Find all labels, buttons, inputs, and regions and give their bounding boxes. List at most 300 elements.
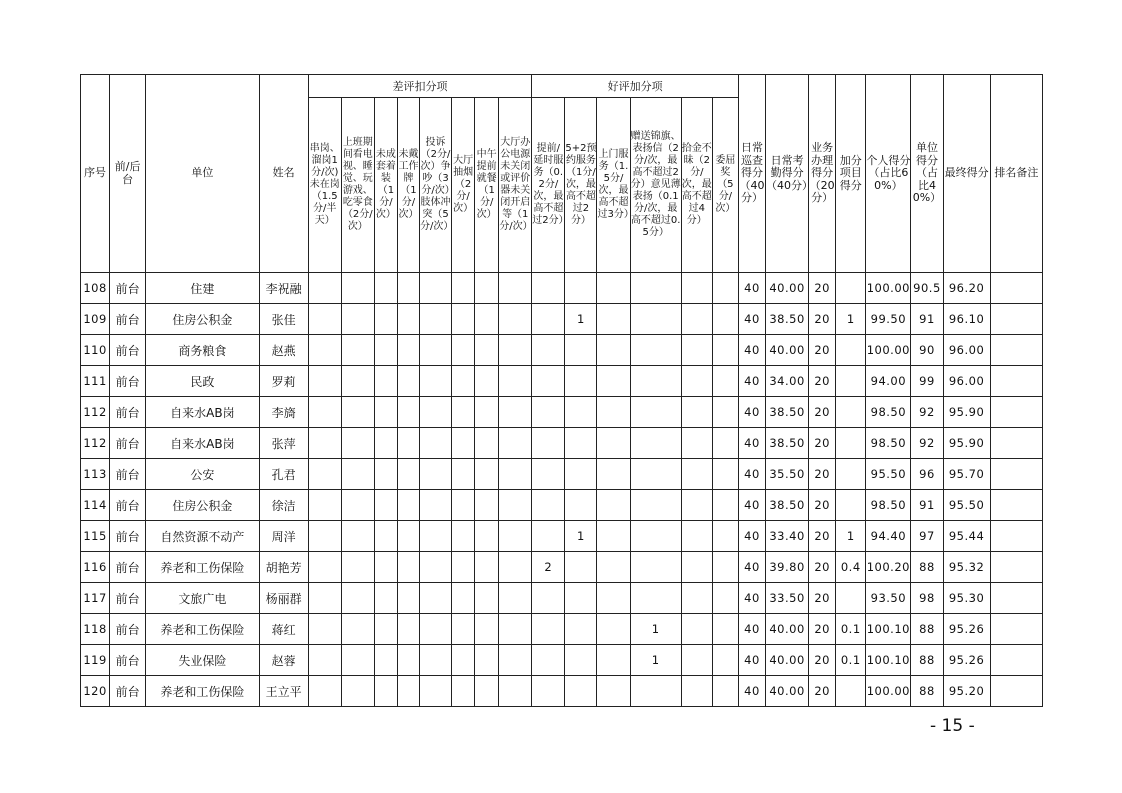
cell-deduct xyxy=(475,490,499,521)
cell-unit-score: 88 xyxy=(911,645,943,676)
cell-front-back: 前台 xyxy=(110,397,146,428)
cell-deduct xyxy=(419,552,451,583)
cell-deduct xyxy=(397,304,419,335)
cell-deduct xyxy=(341,335,374,366)
cell-seq: 113 xyxy=(81,459,110,490)
cell-final: 95.44 xyxy=(943,521,990,552)
header-row-groups xyxy=(81,75,1043,98)
cell-deduct xyxy=(452,490,475,521)
cell-patrol: 40 xyxy=(738,552,765,583)
header-extra: 加分项目得分 xyxy=(836,75,866,273)
cell-deduct xyxy=(475,645,499,676)
cell-unit: 养老和工伤保险 xyxy=(146,614,259,645)
cell-patrol: 40 xyxy=(738,397,765,428)
cell-deduct xyxy=(499,583,532,614)
cell-unit: 公安 xyxy=(146,459,259,490)
cell-name: 罗莉 xyxy=(259,366,308,397)
cell-extra: 1 xyxy=(836,304,866,335)
cell-deduct xyxy=(475,397,499,428)
cell-extra: 1 xyxy=(836,521,866,552)
cell-deduct xyxy=(419,397,451,428)
cell-deduct xyxy=(341,645,374,676)
cell-bonus xyxy=(597,397,630,428)
cell-unit-score: 97 xyxy=(911,521,943,552)
cell-bonus xyxy=(712,583,738,614)
cell-deduct xyxy=(374,645,397,676)
cell-extra xyxy=(836,676,866,707)
cell-deduct xyxy=(397,335,419,366)
header-front-back: 前/后台 xyxy=(110,75,146,273)
cell-personal: 94.00 xyxy=(866,366,911,397)
cell-patrol: 40 xyxy=(738,521,765,552)
cell-unit: 养老和工伤保险 xyxy=(146,552,259,583)
cell-deduct xyxy=(397,428,419,459)
header-deduct-item: 投诉（2分/次）争吵（3分/次）肢体冲突（5分/次） xyxy=(419,98,451,273)
cell-bonus-appointment xyxy=(565,614,597,645)
table-row xyxy=(81,459,1043,490)
cell-deduct xyxy=(341,583,374,614)
cell-seq: 110 xyxy=(81,335,110,366)
cell-unit-score: 90 xyxy=(911,335,943,366)
cell-patrol: 40 xyxy=(738,304,765,335)
cell-deduct xyxy=(374,397,397,428)
cell-name: 王立平 xyxy=(259,676,308,707)
header-deduct-item: 大厅抽烟（2分/次） xyxy=(452,98,475,273)
cell-deduct xyxy=(374,521,397,552)
cell-deduct xyxy=(308,552,341,583)
table-body xyxy=(81,273,1043,707)
cell-bonus xyxy=(712,397,738,428)
cell-name: 李旖 xyxy=(259,397,308,428)
cell-deduct xyxy=(475,552,499,583)
cell-bonus-appointment xyxy=(565,397,597,428)
cell-bonus xyxy=(681,676,712,707)
cell-deduct xyxy=(419,490,451,521)
cell-attendance: 40.00 xyxy=(766,645,809,676)
cell-business: 20 xyxy=(809,335,836,366)
header-attendance: 日常考勤得分（40分） xyxy=(766,75,809,273)
cell-front-back: 前台 xyxy=(110,645,146,676)
cell-patrol: 40 xyxy=(738,428,765,459)
cell-bonus xyxy=(681,490,712,521)
cell-front-back: 前台 xyxy=(110,366,146,397)
cell-bonus xyxy=(712,521,738,552)
header-bonus-item: 5+2预约服务（1分/次，最高不超过2分） xyxy=(565,98,597,273)
cell-unit-score: 91 xyxy=(911,490,943,521)
header-unit: 单位 xyxy=(146,75,259,273)
cell-deduct xyxy=(499,273,532,304)
cell-deduct xyxy=(419,335,451,366)
cell-deduct xyxy=(452,614,475,645)
cell-business: 20 xyxy=(809,397,836,428)
cell-bonus-praise xyxy=(630,676,681,707)
cell-deduct xyxy=(341,397,374,428)
cell-deduct xyxy=(374,490,397,521)
cell-deduct xyxy=(499,490,532,521)
cell-bonus-praise xyxy=(630,304,681,335)
cell-deduct xyxy=(374,614,397,645)
cell-deduct xyxy=(308,273,341,304)
cell-final: 96.20 xyxy=(943,273,990,304)
cell-deduct xyxy=(452,304,475,335)
score-table xyxy=(80,74,1043,707)
cell-deduct xyxy=(499,335,532,366)
cell-bonus xyxy=(712,676,738,707)
cell-bonus-appointment xyxy=(565,273,597,304)
cell-deduct xyxy=(374,304,397,335)
cell-personal: 100.00 xyxy=(866,676,911,707)
cell-front-back: 前台 xyxy=(110,614,146,645)
cell-bonus xyxy=(681,583,712,614)
table-row xyxy=(81,335,1043,366)
cell-bonus xyxy=(681,366,712,397)
header-deduct-item: 未戴工作牌（1分/次） xyxy=(397,98,419,273)
cell-seq: 108 xyxy=(81,273,110,304)
cell-business: 20 xyxy=(809,428,836,459)
cell-front-back: 前台 xyxy=(110,676,146,707)
cell-unit: 住建 xyxy=(146,273,259,304)
cell-remark xyxy=(990,521,1042,552)
cell-business: 20 xyxy=(809,273,836,304)
cell-business: 20 xyxy=(809,614,836,645)
cell-name: 蒋红 xyxy=(259,614,308,645)
header-business: 业务办理得分（20分） xyxy=(809,75,836,273)
cell-bonus xyxy=(712,304,738,335)
cell-bonus-praise xyxy=(630,552,681,583)
cell-unit: 养老和工伤保险 xyxy=(146,676,259,707)
cell-unit-score: 99 xyxy=(911,366,943,397)
cell-deduct xyxy=(397,521,419,552)
cell-personal: 100.10 xyxy=(866,645,911,676)
cell-bonus-appointment xyxy=(565,552,597,583)
table-row xyxy=(81,273,1043,304)
table-row xyxy=(81,397,1043,428)
cell-extra xyxy=(836,397,866,428)
cell-unit: 自来水AB岗 xyxy=(146,428,259,459)
cell-front-back: 前台 xyxy=(110,428,146,459)
header-deduct-item: 中午提前就餐（1分/次） xyxy=(475,98,499,273)
cell-deduct xyxy=(308,676,341,707)
cell-unit-score: 96 xyxy=(911,459,943,490)
cell-name: 张萍 xyxy=(259,428,308,459)
cell-bonus-early-service xyxy=(532,459,565,490)
cell-deduct xyxy=(452,645,475,676)
cell-deduct xyxy=(374,552,397,583)
table-row xyxy=(81,304,1043,335)
cell-deduct xyxy=(341,521,374,552)
cell-deduct xyxy=(475,583,499,614)
cell-bonus xyxy=(712,273,738,304)
cell-bonus xyxy=(681,428,712,459)
header-unit-score: 单位得分（占比40%） xyxy=(911,75,943,273)
header-deduct-item: 未成套着装（1分/次） xyxy=(374,98,397,273)
cell-deduct xyxy=(341,273,374,304)
cell-deduct xyxy=(341,366,374,397)
cell-front-back: 前台 xyxy=(110,335,146,366)
cell-seq: 112 xyxy=(81,397,110,428)
cell-personal: 98.50 xyxy=(866,397,911,428)
cell-attendance: 33.40 xyxy=(766,521,809,552)
cell-attendance: 38.50 xyxy=(766,490,809,521)
cell-deduct xyxy=(397,490,419,521)
cell-bonus xyxy=(712,335,738,366)
cell-personal: 100.00 xyxy=(866,273,911,304)
cell-deduct xyxy=(308,366,341,397)
cell-deduct xyxy=(499,397,532,428)
cell-deduct xyxy=(452,459,475,490)
cell-name: 张佳 xyxy=(259,304,308,335)
cell-extra xyxy=(836,366,866,397)
cell-extra: 0.4 xyxy=(836,552,866,583)
cell-bonus xyxy=(712,645,738,676)
cell-patrol: 40 xyxy=(738,645,765,676)
cell-remark xyxy=(990,273,1042,304)
cell-bonus xyxy=(597,366,630,397)
table-row xyxy=(81,490,1043,521)
cell-front-back: 前台 xyxy=(110,304,146,335)
cell-extra xyxy=(836,428,866,459)
cell-final: 95.90 xyxy=(943,397,990,428)
cell-remark xyxy=(990,304,1042,335)
cell-personal: 93.50 xyxy=(866,583,911,614)
cell-deduct xyxy=(499,676,532,707)
cell-deduct xyxy=(397,273,419,304)
cell-unit-score: 90.5 xyxy=(911,273,943,304)
cell-deduct xyxy=(452,676,475,707)
cell-unit: 民政 xyxy=(146,366,259,397)
cell-deduct xyxy=(419,304,451,335)
cell-patrol: 40 xyxy=(738,459,765,490)
header-patrol: 日常巡查得分（40分） xyxy=(738,75,765,273)
header-deduct-item: 大厅办公电源未关闭或评价器未关闭开启等（1分/次） xyxy=(499,98,532,273)
cell-bonus xyxy=(597,273,630,304)
cell-final: 95.50 xyxy=(943,490,990,521)
cell-business: 20 xyxy=(809,645,836,676)
header-final: 最终得分 xyxy=(943,75,990,273)
cell-seq: 117 xyxy=(81,583,110,614)
cell-bonus xyxy=(597,304,630,335)
cell-bonus xyxy=(712,459,738,490)
cell-unit: 住房公积金 xyxy=(146,490,259,521)
cell-bonus xyxy=(712,614,738,645)
cell-unit-score: 88 xyxy=(911,614,943,645)
cell-business: 20 xyxy=(809,583,836,614)
cell-deduct xyxy=(419,583,451,614)
cell-attendance: 38.50 xyxy=(766,304,809,335)
cell-personal: 98.50 xyxy=(866,428,911,459)
cell-name: 李祝融 xyxy=(259,273,308,304)
cell-deduct xyxy=(475,676,499,707)
cell-deduct xyxy=(419,614,451,645)
cell-remark xyxy=(990,366,1042,397)
cell-business: 20 xyxy=(809,459,836,490)
cell-bonus-appointment xyxy=(565,366,597,397)
cell-bonus-early-service xyxy=(532,366,565,397)
header-bonus-item: 提前/延时服务（0.2分/次，最高不超过2分） xyxy=(532,98,565,273)
cell-bonus-appointment xyxy=(565,428,597,459)
cell-deduct xyxy=(475,459,499,490)
cell-patrol: 40 xyxy=(738,614,765,645)
cell-deduct xyxy=(308,335,341,366)
cell-deduct xyxy=(475,366,499,397)
cell-deduct xyxy=(341,304,374,335)
cell-deduct xyxy=(419,521,451,552)
cell-patrol: 40 xyxy=(738,335,765,366)
cell-deduct xyxy=(374,335,397,366)
cell-front-back: 前台 xyxy=(110,490,146,521)
cell-deduct xyxy=(452,552,475,583)
cell-bonus-praise: 1 xyxy=(630,645,681,676)
cell-unit: 失业保险 xyxy=(146,645,259,676)
cell-unit-score: 98 xyxy=(911,583,943,614)
cell-deduct xyxy=(452,397,475,428)
header-deduct-item: 串岗、溜岗1分/次)未在岗（1.5分/半天） xyxy=(308,98,341,273)
cell-deduct xyxy=(475,304,499,335)
cell-remark xyxy=(990,335,1042,366)
header-name: 姓名 xyxy=(259,75,308,273)
cell-bonus-early-service xyxy=(532,397,565,428)
cell-deduct xyxy=(419,459,451,490)
cell-name: 赵蓉 xyxy=(259,645,308,676)
cell-patrol: 40 xyxy=(738,490,765,521)
cell-unit: 自来水AB岗 xyxy=(146,397,259,428)
cell-deduct xyxy=(374,676,397,707)
cell-personal: 100.10 xyxy=(866,614,911,645)
cell-bonus xyxy=(597,552,630,583)
cell-final: 96.00 xyxy=(943,335,990,366)
cell-bonus-early-service xyxy=(532,521,565,552)
table-row xyxy=(81,521,1043,552)
cell-front-back: 前台 xyxy=(110,583,146,614)
cell-business: 20 xyxy=(809,304,836,335)
cell-extra xyxy=(836,273,866,304)
cell-bonus-early-service xyxy=(532,676,565,707)
cell-remark xyxy=(990,397,1042,428)
table-row xyxy=(81,614,1043,645)
cell-bonus xyxy=(681,273,712,304)
cell-final: 95.32 xyxy=(943,552,990,583)
cell-bonus xyxy=(597,521,630,552)
cell-deduct xyxy=(397,366,419,397)
cell-seq: 112 xyxy=(81,428,110,459)
cell-deduct xyxy=(452,521,475,552)
cell-business: 20 xyxy=(809,521,836,552)
cell-bonus xyxy=(681,552,712,583)
cell-bonus-praise: 1 xyxy=(630,614,681,645)
cell-patrol: 40 xyxy=(738,583,765,614)
cell-bonus-praise xyxy=(630,335,681,366)
cell-bonus xyxy=(681,459,712,490)
cell-seq: 109 xyxy=(81,304,110,335)
cell-front-back: 前台 xyxy=(110,521,146,552)
cell-deduct xyxy=(308,521,341,552)
cell-front-back: 前台 xyxy=(110,459,146,490)
cell-attendance: 34.00 xyxy=(766,366,809,397)
cell-bonus xyxy=(681,304,712,335)
cell-bonus xyxy=(681,521,712,552)
cell-unit-score: 88 xyxy=(911,676,943,707)
cell-deduct xyxy=(397,645,419,676)
cell-bonus-early-service: 2 xyxy=(532,552,565,583)
cell-deduct xyxy=(341,459,374,490)
cell-bonus-early-service xyxy=(532,428,565,459)
cell-bonus-praise xyxy=(630,273,681,304)
cell-attendance: 40.00 xyxy=(766,273,809,304)
cell-attendance: 38.50 xyxy=(766,428,809,459)
cell-deduct xyxy=(308,428,341,459)
table-row xyxy=(81,552,1043,583)
cell-bonus xyxy=(712,552,738,583)
cell-deduct xyxy=(341,676,374,707)
cell-deduct xyxy=(397,676,419,707)
cell-personal: 100.00 xyxy=(866,335,911,366)
cell-deduct xyxy=(374,273,397,304)
cell-extra: 0.1 xyxy=(836,614,866,645)
header-bonus-item: 委屈奖（5分/次） xyxy=(712,98,738,273)
cell-deduct xyxy=(419,428,451,459)
cell-bonus-praise xyxy=(630,397,681,428)
cell-deduct xyxy=(419,273,451,304)
cell-attendance: 40.00 xyxy=(766,335,809,366)
cell-deduct xyxy=(341,614,374,645)
cell-patrol: 40 xyxy=(738,676,765,707)
cell-deduct xyxy=(475,521,499,552)
header-deduct-group: 差评扣分项 xyxy=(308,75,532,98)
cell-business: 20 xyxy=(809,676,836,707)
table-row xyxy=(81,676,1043,707)
header-bonus-item: 拾金不昧（2分/次，最高不超过4分） xyxy=(681,98,712,273)
cell-unit-score: 92 xyxy=(911,428,943,459)
cell-extra: 0.1 xyxy=(836,645,866,676)
page-number: - 15 - xyxy=(930,716,975,736)
cell-seq: 118 xyxy=(81,614,110,645)
table-row xyxy=(81,645,1043,676)
cell-unit-score: 92 xyxy=(911,397,943,428)
cell-deduct xyxy=(452,273,475,304)
cell-final: 95.30 xyxy=(943,583,990,614)
cell-bonus xyxy=(597,645,630,676)
cell-deduct xyxy=(499,552,532,583)
cell-seq: 116 xyxy=(81,552,110,583)
cell-name: 周洋 xyxy=(259,521,308,552)
cell-deduct xyxy=(397,583,419,614)
cell-deduct xyxy=(499,459,532,490)
cell-bonus-praise xyxy=(630,366,681,397)
cell-deduct xyxy=(308,397,341,428)
header-seq: 序号 xyxy=(81,75,110,273)
cell-deduct xyxy=(308,583,341,614)
cell-seq: 114 xyxy=(81,490,110,521)
cell-deduct xyxy=(499,304,532,335)
cell-seq: 115 xyxy=(81,521,110,552)
table-row xyxy=(81,428,1043,459)
cell-remark xyxy=(990,583,1042,614)
cell-bonus-early-service xyxy=(532,335,565,366)
cell-bonus-praise xyxy=(630,583,681,614)
cell-deduct xyxy=(308,614,341,645)
cell-bonus-appointment xyxy=(565,645,597,676)
cell-deduct xyxy=(499,428,532,459)
table-row xyxy=(81,583,1043,614)
cell-deduct xyxy=(499,366,532,397)
cell-bonus-appointment: 1 xyxy=(565,304,597,335)
cell-bonus xyxy=(681,645,712,676)
cell-bonus-appointment xyxy=(565,459,597,490)
cell-deduct xyxy=(499,614,532,645)
cell-extra xyxy=(836,335,866,366)
cell-front-back: 前台 xyxy=(110,273,146,304)
cell-extra xyxy=(836,459,866,490)
